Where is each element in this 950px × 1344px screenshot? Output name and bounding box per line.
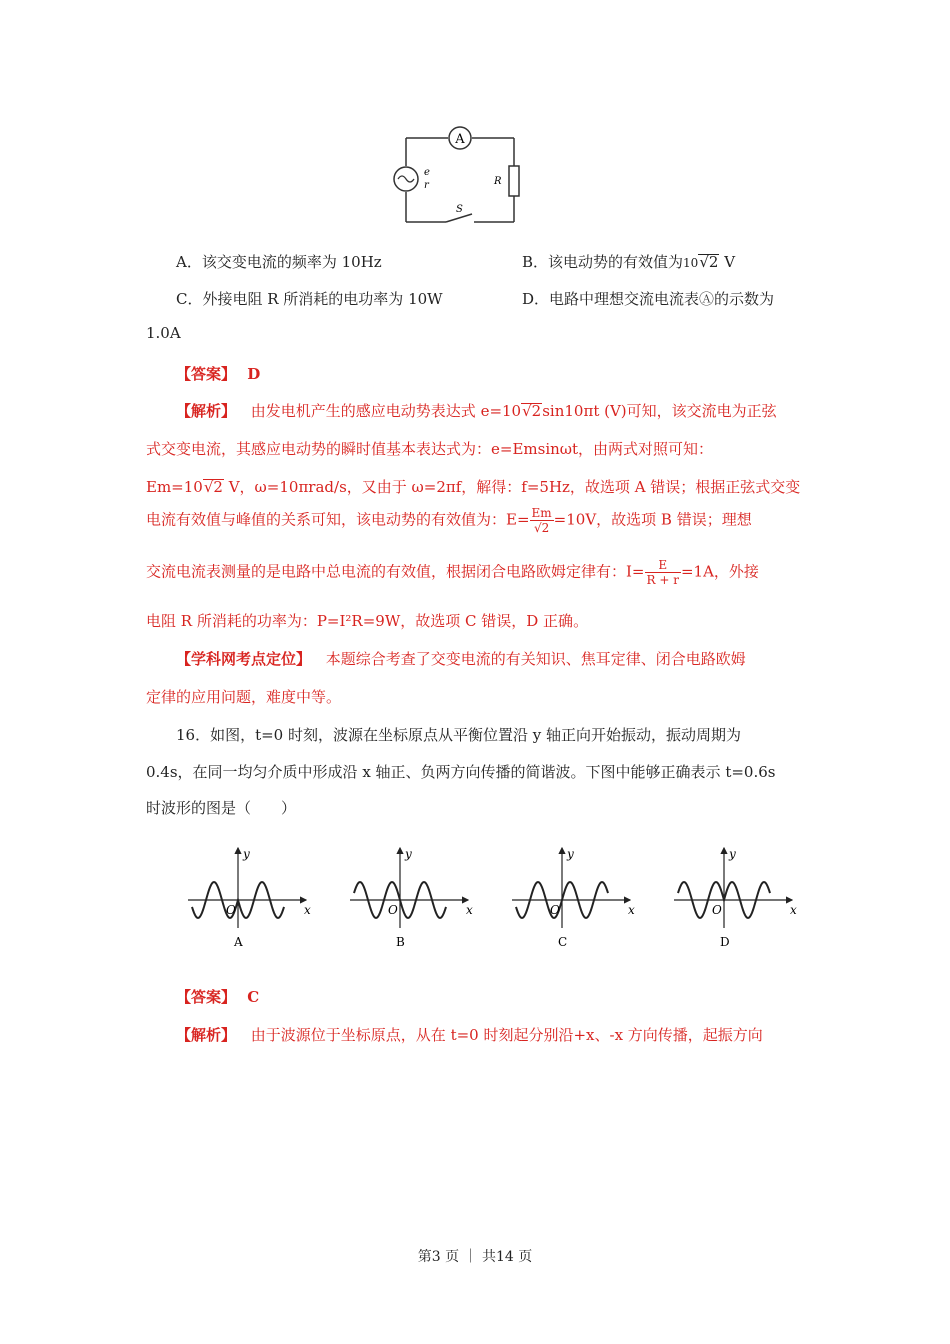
option-b-val: 10 xyxy=(683,256,699,270)
page-footer: 第3 页 ｜ 共14 页 xyxy=(417,1249,533,1265)
resistor-icon xyxy=(509,166,519,196)
q16-stem-l3: 时波形的图是（ ） xyxy=(146,799,297,817)
q16-answer xyxy=(176,986,259,1007)
q15-analysis-l6: 电阻 R 所消耗的功率为：P=I²R=9W，故选项 C 错误，D 正确。 xyxy=(146,612,589,630)
q15-analysis-l1a: 由发电机产生的感应电动势表达式 e=10 xyxy=(250,402,522,420)
ammeter-label: A xyxy=(455,132,465,147)
q15-keypoint-l2: 定律的应用问题，难度中等。 xyxy=(146,688,342,706)
x-axis-label: x xyxy=(628,903,635,917)
q15-analysis-l2: 式交变电流，其感应电动势的瞬时值基本表达式为：e=Emsinωt，由两式对照可知： xyxy=(146,440,714,458)
option-d-cont: 1.0A xyxy=(146,324,181,342)
q16-analysis-text: 由于波源位于坐标原点，从在 t=0 时刻起分别沿+x、-x 方向传播，起振方向 xyxy=(250,1026,763,1044)
q16-analysis-tag: 【解析】 xyxy=(176,1026,237,1044)
origin-label: O xyxy=(226,903,236,917)
q15-analysis-l4 xyxy=(146,506,752,535)
source-label-r: r xyxy=(424,180,429,191)
q15-answer-tag: 【答案】 xyxy=(176,365,237,383)
q15-analysis-l1c: sin10πt (V)可知，该交流电为正弦 xyxy=(542,402,777,420)
x-axis-label: x xyxy=(304,903,311,917)
q15-analysis-l3a: Em=10 xyxy=(146,478,203,496)
y-axis-label: y xyxy=(729,847,736,861)
option-b-rad: √2 xyxy=(699,253,719,271)
q15-analysis-l1-rad: √2 xyxy=(522,402,542,420)
q16-analysis-l1 xyxy=(176,1024,763,1045)
q15-analysis-l4-frac: $\frac{Em}{√2}$ xyxy=(531,506,552,535)
option-b-unit: V xyxy=(719,253,736,271)
wave-graph-b xyxy=(350,847,473,949)
graph-label: D xyxy=(720,935,730,949)
wave-graph-a xyxy=(188,847,311,949)
y-axis-label: y xyxy=(243,847,250,861)
q16-answer-tag: 【答案】 xyxy=(176,988,237,1006)
q15-analysis-l5 xyxy=(146,558,759,587)
q16-stem-l1: 16．如图，t=0 时刻，波源在坐标原点从平衡位置沿 y 轴正向开始振动，振动周期为 xyxy=(176,726,742,744)
circuit-diagram xyxy=(390,122,530,232)
q15-analysis-l3c: V，ω=10πrad/s，又由于 ω=2πf，解得：f=5Hz，故选项 A 错误；根据正弦式交变 xyxy=(223,478,801,496)
graph-label: B xyxy=(396,935,405,949)
option-c: C．外接电阻 R 所消耗的电功率为 10W xyxy=(176,290,443,308)
q15-keypoint-text: 本题综合考查了交变电流的有关知识、焦耳定律、闭合电路欧姆 xyxy=(325,650,746,668)
q15-answer xyxy=(176,363,260,384)
origin-label: O xyxy=(550,903,560,917)
option-a: A．该交变电流的频率为 10Hz xyxy=(176,253,382,271)
q15-analysis-l5b: =1A，外接 xyxy=(680,562,759,581)
q15-analysis-tag: 【解析】 xyxy=(176,402,237,420)
origin-label: O xyxy=(712,903,722,917)
q16-stem-l2: 0.4s，在同一均匀介质中形成沿 x 轴正、负两方向传播的简谐波。下图中能够正确表示 t=0.6s xyxy=(146,763,776,781)
q15-analysis-l1 xyxy=(176,400,777,421)
q15-keypoint-tag: 【学科网考点定位】 xyxy=(176,650,312,668)
wave-graph-c xyxy=(512,847,635,949)
wave-graphs xyxy=(180,840,820,955)
source-label-e: e xyxy=(424,167,430,178)
y-axis-label: y xyxy=(405,847,412,861)
y-axis-label: y xyxy=(567,847,574,861)
q15-analysis-l3-rad: √2 xyxy=(203,478,223,496)
q15-analysis-l5-frac: $\frac{E}{R + r}$ xyxy=(646,558,679,587)
option-b-text: B．该电动势的有效值为 xyxy=(522,253,684,271)
option-d: D．电路中理想交流电流表Ⓐ的示数为 xyxy=(522,290,775,308)
q15-analysis-l5a: 交流电流表测量的是电路中总电流的有效值，根据闭合电路欧姆定律有：I= xyxy=(146,562,645,581)
option-b xyxy=(522,251,735,272)
x-axis-label: x xyxy=(790,903,797,917)
q15-analysis-l4b: =10V，故选项 B 错误；理想 xyxy=(553,510,752,529)
graph-label: C xyxy=(558,935,568,949)
q15-analysis-l4a: 电流有效值与峰值的关系可知，该电动势的有效值为：E= xyxy=(146,510,530,529)
resistor-label: R xyxy=(494,176,502,187)
wave-graph-d xyxy=(674,847,797,949)
q15-keypoint-l1 xyxy=(176,648,746,669)
q15-analysis-l3 xyxy=(146,476,800,497)
x-axis-label: x xyxy=(466,903,473,917)
q16-answer-value: C xyxy=(247,988,260,1006)
origin-label: O xyxy=(388,903,398,917)
switch-label: S xyxy=(456,204,463,215)
q15-answer-value: D xyxy=(247,365,261,383)
graph-label: A xyxy=(234,935,243,949)
